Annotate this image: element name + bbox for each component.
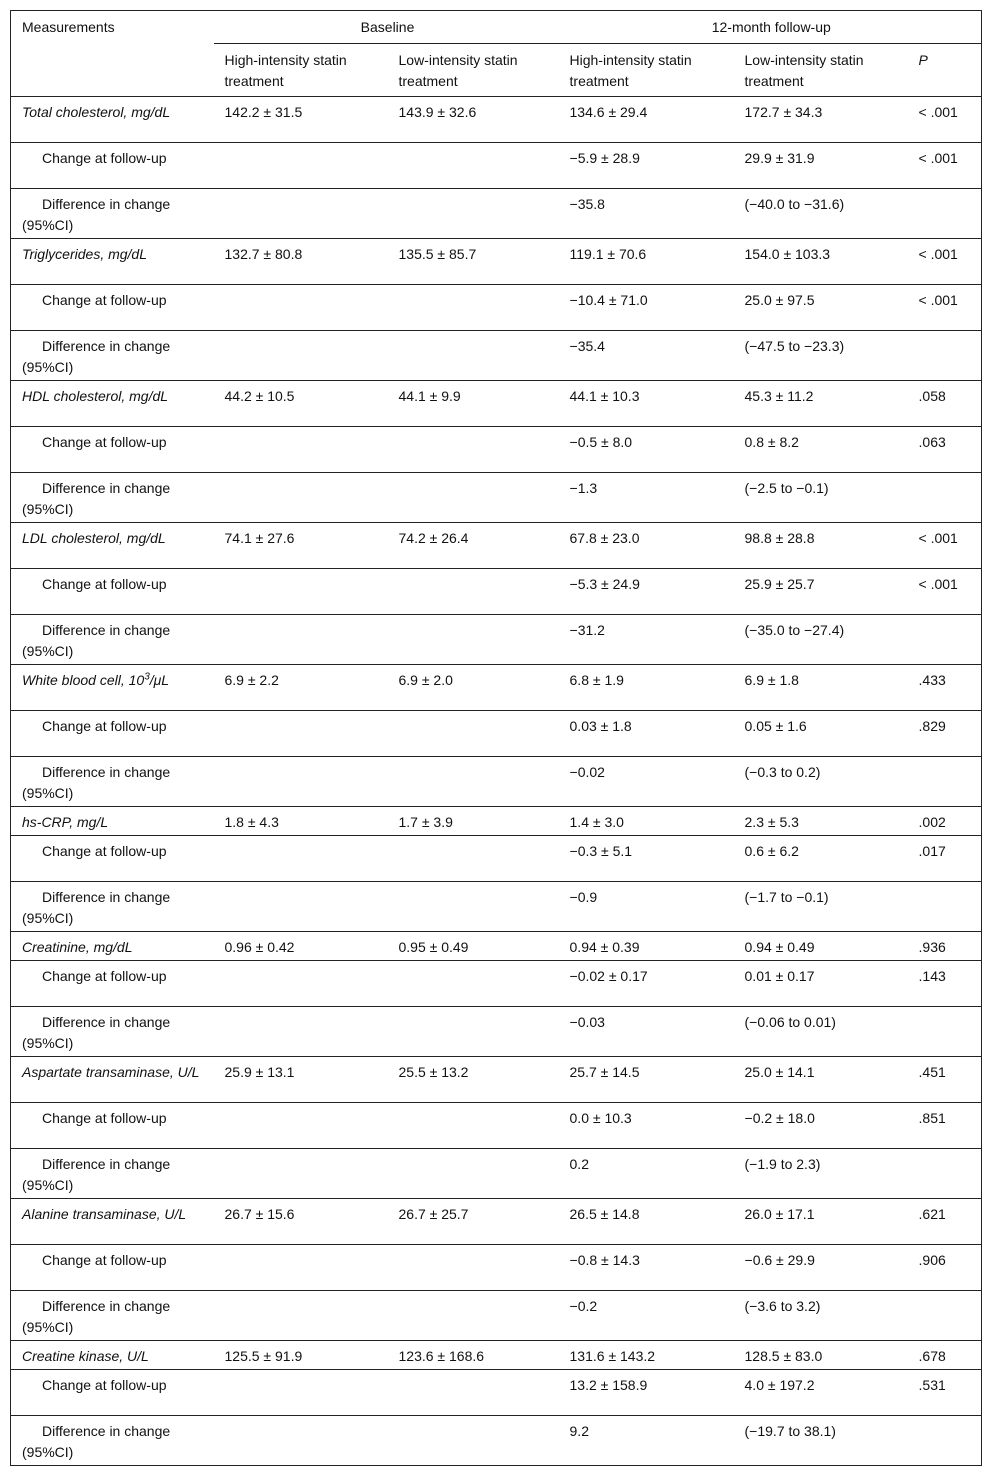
followup-high-value: 26.5 ± 14.8: [559, 1199, 734, 1245]
table-row: [11, 836, 982, 882]
baseline-high-value: 142.2 ± 31.5: [214, 97, 388, 143]
difference-label: Difference in change (95%CI): [11, 331, 214, 381]
baseline-low-value: [388, 1416, 559, 1466]
baseline-low-value: 26.7 ± 25.7: [388, 1199, 559, 1245]
change-label: Change at follow-up: [11, 1103, 214, 1149]
table-row: [11, 665, 982, 711]
p-value: [908, 757, 982, 807]
measurement-label-text: Creatinine, mg/dL: [22, 939, 133, 955]
p-value: [908, 331, 982, 381]
baseline-low-value: [388, 961, 559, 1007]
table-row: [11, 711, 982, 757]
followup-low-value: 172.7 ± 34.3: [734, 97, 908, 143]
followup-high-value: −1.3: [559, 473, 734, 523]
baseline-high-value: [214, 1149, 388, 1199]
followup-high-value: −0.9: [559, 882, 734, 932]
p-value: < .001: [908, 523, 982, 569]
baseline-high-value: 74.1 ± 27.6: [214, 523, 388, 569]
p-value: .906: [908, 1245, 982, 1291]
measurement-label: [11, 1341, 214, 1370]
measurement-label-text: Creatine kinase, U/L: [22, 1348, 149, 1364]
baseline-low-value: [388, 1103, 559, 1149]
baseline-high-value: [214, 615, 388, 665]
results-table-container: [10, 10, 981, 1466]
followup-high-value: 6.8 ± 1.9: [559, 665, 734, 711]
followup-high-value: 13.2 ± 158.9: [559, 1370, 734, 1416]
followup-low-value: 0.6 ± 6.2: [734, 836, 908, 882]
followup-low-value: 45.3 ± 11.2: [734, 381, 908, 427]
baseline-high-value: 44.2 ± 10.5: [214, 381, 388, 427]
table-row: [11, 1149, 982, 1199]
p-value: .063: [908, 427, 982, 473]
change-label: Change at follow-up: [11, 836, 214, 882]
table-row: [11, 1370, 982, 1416]
followup-low-value: 0.01 ± 0.17: [734, 961, 908, 1007]
difference-label: Difference in change (95%CI): [11, 189, 214, 239]
baseline-high-value: [214, 1291, 388, 1341]
measurement-label-text: HDL cholesterol, mg/dL: [22, 388, 169, 404]
measurement-label: [11, 807, 214, 836]
followup-low-value: 98.8 ± 28.8: [734, 523, 908, 569]
measurement-label: [11, 665, 214, 711]
table-row: [11, 189, 982, 239]
header-measurements: Measurements: [11, 11, 214, 97]
p-value: < .001: [908, 97, 982, 143]
baseline-high-value: [214, 569, 388, 615]
followup-high-value: −10.4 ± 71.0: [559, 285, 734, 331]
baseline-high-value: [214, 473, 388, 523]
baseline-low-value: [388, 1149, 559, 1199]
change-label: Change at follow-up: [11, 961, 214, 1007]
followup-low-value: 128.5 ± 83.0: [734, 1341, 908, 1370]
p-value: .058: [908, 381, 982, 427]
measurement-label-text: Total cholesterol, mg/dL: [22, 104, 171, 120]
baseline-low-value: 143.9 ± 32.6: [388, 97, 559, 143]
followup-low-value: −0.2 ± 18.0: [734, 1103, 908, 1149]
followup-low-value: (−0.06 to 0.01): [734, 1007, 908, 1057]
baseline-high-value: 1.8 ± 4.3: [214, 807, 388, 836]
header-followup-high: High-intensity statin treatment: [559, 44, 734, 97]
followup-low-value: 29.9 ± 31.9: [734, 143, 908, 189]
measurement-label: [11, 1199, 214, 1245]
change-label: Change at follow-up: [11, 285, 214, 331]
followup-low-value: (−2.5 to −0.1): [734, 473, 908, 523]
baseline-low-value: [388, 1245, 559, 1291]
table-row: [11, 932, 982, 961]
followup-low-value: (−40.0 to −31.6): [734, 189, 908, 239]
baseline-low-value: [388, 1291, 559, 1341]
measurement-label-unit: /μL: [149, 672, 170, 688]
followup-high-value: 9.2: [559, 1416, 734, 1466]
baseline-low-value: 6.9 ± 2.0: [388, 665, 559, 711]
table-row: [11, 1199, 982, 1245]
followup-high-value: 25.7 ± 14.5: [559, 1057, 734, 1103]
baseline-high-value: [214, 1416, 388, 1466]
baseline-high-value: 6.9 ± 2.2: [214, 665, 388, 711]
p-value: [908, 1007, 982, 1057]
table-row: [11, 427, 982, 473]
p-value: [908, 189, 982, 239]
difference-label: Difference in change (95%CI): [11, 615, 214, 665]
header-p-value: P: [908, 44, 982, 97]
followup-high-value: −0.2: [559, 1291, 734, 1341]
change-label: Change at follow-up: [11, 569, 214, 615]
followup-high-value: −0.03: [559, 1007, 734, 1057]
followup-high-value: −5.3 ± 24.9: [559, 569, 734, 615]
measurement-label-text: Alanine transaminase, U/L: [22, 1206, 187, 1222]
followup-high-value: −31.2: [559, 615, 734, 665]
header-baseline: Baseline: [214, 11, 559, 44]
change-label: Change at follow-up: [11, 711, 214, 757]
table-row: [11, 473, 982, 523]
p-value: [908, 882, 982, 932]
baseline-high-value: 26.7 ± 15.6: [214, 1199, 388, 1245]
table-row: [11, 882, 982, 932]
measurement-label-text: hs-CRP, mg/L: [22, 814, 109, 830]
results-table: [10, 10, 982, 1466]
baseline-low-value: [388, 427, 559, 473]
p-value: < .001: [908, 285, 982, 331]
baseline-high-value: [214, 961, 388, 1007]
baseline-low-value: [388, 189, 559, 239]
baseline-high-value: [214, 331, 388, 381]
baseline-high-value: [214, 1103, 388, 1149]
p-value: .433: [908, 665, 982, 711]
followup-high-value: −5.9 ± 28.9: [559, 143, 734, 189]
baseline-high-value: [214, 882, 388, 932]
difference-label: Difference in change (95%CI): [11, 1416, 214, 1466]
table-row: [11, 1245, 982, 1291]
followup-high-value: 119.1 ± 70.6: [559, 239, 734, 285]
baseline-low-value: [388, 615, 559, 665]
header-baseline-high: High-intensity statin treatment: [214, 44, 388, 97]
measurement-label: [11, 932, 214, 961]
baseline-high-value: 132.7 ± 80.8: [214, 239, 388, 285]
difference-label: Difference in change (95%CI): [11, 1007, 214, 1057]
measurement-label: [11, 239, 214, 285]
followup-high-value: 131.6 ± 143.2: [559, 1341, 734, 1370]
table-row: [11, 1291, 982, 1341]
table-body: [11, 97, 982, 1466]
followup-low-value: (−3.6 to 3.2): [734, 1291, 908, 1341]
change-label: Change at follow-up: [11, 1245, 214, 1291]
difference-label: Difference in change (95%CI): [11, 882, 214, 932]
followup-high-value: 0.94 ± 0.39: [559, 932, 734, 961]
measurement-label: [11, 1057, 214, 1103]
table-row: [11, 757, 982, 807]
table-row: [11, 1416, 982, 1466]
measurement-label: [11, 523, 214, 569]
difference-label: Difference in change (95%CI): [11, 1149, 214, 1199]
table-row: [11, 961, 982, 1007]
table-row: [11, 615, 982, 665]
baseline-high-value: [214, 836, 388, 882]
baseline-high-value: 0.96 ± 0.42: [214, 932, 388, 961]
measurement-label-text: Triglycerides, mg/dL: [22, 246, 148, 262]
followup-low-value: 26.0 ± 17.1: [734, 1199, 908, 1245]
p-value: < .001: [908, 569, 982, 615]
followup-low-value: 0.8 ± 8.2: [734, 427, 908, 473]
p-value: [908, 615, 982, 665]
p-value: .451: [908, 1057, 982, 1103]
baseline-high-value: [214, 711, 388, 757]
p-value: [908, 473, 982, 523]
followup-low-value: 25.0 ± 97.5: [734, 285, 908, 331]
p-value: .851: [908, 1103, 982, 1149]
table-row: [11, 569, 982, 615]
table-row: [11, 285, 982, 331]
p-value: .143: [908, 961, 982, 1007]
baseline-low-value: 1.7 ± 3.9: [388, 807, 559, 836]
baseline-high-value: [214, 757, 388, 807]
baseline-low-value: [388, 569, 559, 615]
baseline-low-value: [388, 1007, 559, 1057]
followup-high-value: −0.02: [559, 757, 734, 807]
baseline-low-value: 25.5 ± 13.2: [388, 1057, 559, 1103]
baseline-low-value: [388, 711, 559, 757]
measurement-label-superscript: 3: [144, 671, 150, 683]
followup-low-value: (−47.5 to −23.3): [734, 331, 908, 381]
p-value: [908, 1149, 982, 1199]
p-value: < .001: [908, 239, 982, 285]
baseline-low-value: 74.2 ± 26.4: [388, 523, 559, 569]
followup-high-value: 0.0 ± 10.3: [559, 1103, 734, 1149]
difference-label: Difference in change (95%CI): [11, 473, 214, 523]
baseline-low-value: 0.95 ± 0.49: [388, 932, 559, 961]
difference-label: Difference in change (95%CI): [11, 757, 214, 807]
measurement-label-text: White blood cell, 10: [22, 672, 145, 688]
followup-high-value: 44.1 ± 10.3: [559, 381, 734, 427]
table-row: [11, 331, 982, 381]
table-row: [11, 97, 982, 143]
followup-low-value: 4.0 ± 197.2: [734, 1370, 908, 1416]
followup-high-value: −35.4: [559, 331, 734, 381]
p-value: [908, 1291, 982, 1341]
measurement-label-text: LDL cholesterol, mg/dL: [22, 530, 166, 546]
p-value: .829: [908, 711, 982, 757]
p-value: < .001: [908, 143, 982, 189]
table-row: [11, 1057, 982, 1103]
baseline-low-value: 44.1 ± 9.9: [388, 381, 559, 427]
followup-low-value: (−19.7 to 38.1): [734, 1416, 908, 1466]
followup-high-value: −0.8 ± 14.3: [559, 1245, 734, 1291]
baseline-high-value: [214, 1370, 388, 1416]
followup-low-value: 25.9 ± 25.7: [734, 569, 908, 615]
p-value: .621: [908, 1199, 982, 1245]
p-value: .936: [908, 932, 982, 961]
followup-high-value: 134.6 ± 29.4: [559, 97, 734, 143]
followup-high-value: −0.5 ± 8.0: [559, 427, 734, 473]
baseline-low-value: [388, 285, 559, 331]
followup-high-value: 0.03 ± 1.8: [559, 711, 734, 757]
followup-low-value: 154.0 ± 103.3: [734, 239, 908, 285]
followup-low-value: (−1.9 to 2.3): [734, 1149, 908, 1199]
baseline-high-value: [214, 189, 388, 239]
followup-low-value: 2.3 ± 5.3: [734, 807, 908, 836]
table-row: [11, 1103, 982, 1149]
followup-low-value: (−35.0 to −27.4): [734, 615, 908, 665]
followup-high-value: 0.2: [559, 1149, 734, 1199]
baseline-high-value: 125.5 ± 91.9: [214, 1341, 388, 1370]
measurement-label: [11, 97, 214, 143]
difference-label: Difference in change (95%CI): [11, 1291, 214, 1341]
change-label: Change at follow-up: [11, 1370, 214, 1416]
baseline-high-value: [214, 285, 388, 331]
baseline-low-value: [388, 331, 559, 381]
table-row: [11, 1341, 982, 1370]
baseline-high-value: [214, 1245, 388, 1291]
measurement-label-text: Aspartate transaminase, U/L: [22, 1064, 200, 1080]
baseline-high-value: [214, 143, 388, 189]
change-label: Change at follow-up: [11, 143, 214, 189]
table-row: [11, 523, 982, 569]
followup-high-value: −0.02 ± 0.17: [559, 961, 734, 1007]
p-value: .531: [908, 1370, 982, 1416]
header-followup-low: Low-intensity statin treatment: [734, 44, 908, 97]
followup-low-value: (−0.3 to 0.2): [734, 757, 908, 807]
followup-low-value: 6.9 ± 1.8: [734, 665, 908, 711]
table-row: [11, 239, 982, 285]
header-followup: 12-month follow-up: [559, 11, 982, 44]
baseline-low-value: [388, 143, 559, 189]
p-value: .678: [908, 1341, 982, 1370]
baseline-low-value: [388, 473, 559, 523]
followup-low-value: 0.05 ± 1.6: [734, 711, 908, 757]
baseline-low-value: 123.6 ± 168.6: [388, 1341, 559, 1370]
followup-high-value: −0.3 ± 5.1: [559, 836, 734, 882]
p-value: [908, 1416, 982, 1466]
measurement-label: [11, 381, 214, 427]
change-label: Change at follow-up: [11, 427, 214, 473]
baseline-high-value: [214, 1007, 388, 1057]
followup-high-value: 67.8 ± 23.0: [559, 523, 734, 569]
followup-high-value: −35.8: [559, 189, 734, 239]
baseline-low-value: [388, 757, 559, 807]
table-row: [11, 143, 982, 189]
baseline-high-value: [214, 427, 388, 473]
followup-high-value: 1.4 ± 3.0: [559, 807, 734, 836]
followup-low-value: 0.94 ± 0.49: [734, 932, 908, 961]
table-row: [11, 1007, 982, 1057]
followup-low-value: (−1.7 to −0.1): [734, 882, 908, 932]
table-row: [11, 807, 982, 836]
p-value: .017: [908, 836, 982, 882]
followup-low-value: 25.0 ± 14.1: [734, 1057, 908, 1103]
baseline-low-value: [388, 1370, 559, 1416]
baseline-low-value: 135.5 ± 85.7: [388, 239, 559, 285]
baseline-low-value: [388, 836, 559, 882]
baseline-low-value: [388, 882, 559, 932]
baseline-high-value: 25.9 ± 13.1: [214, 1057, 388, 1103]
header-baseline-low: Low-intensity statin treatment: [388, 44, 559, 97]
followup-low-value: −0.6 ± 29.9: [734, 1245, 908, 1291]
table-row: [11, 381, 982, 427]
p-value: .002: [908, 807, 982, 836]
